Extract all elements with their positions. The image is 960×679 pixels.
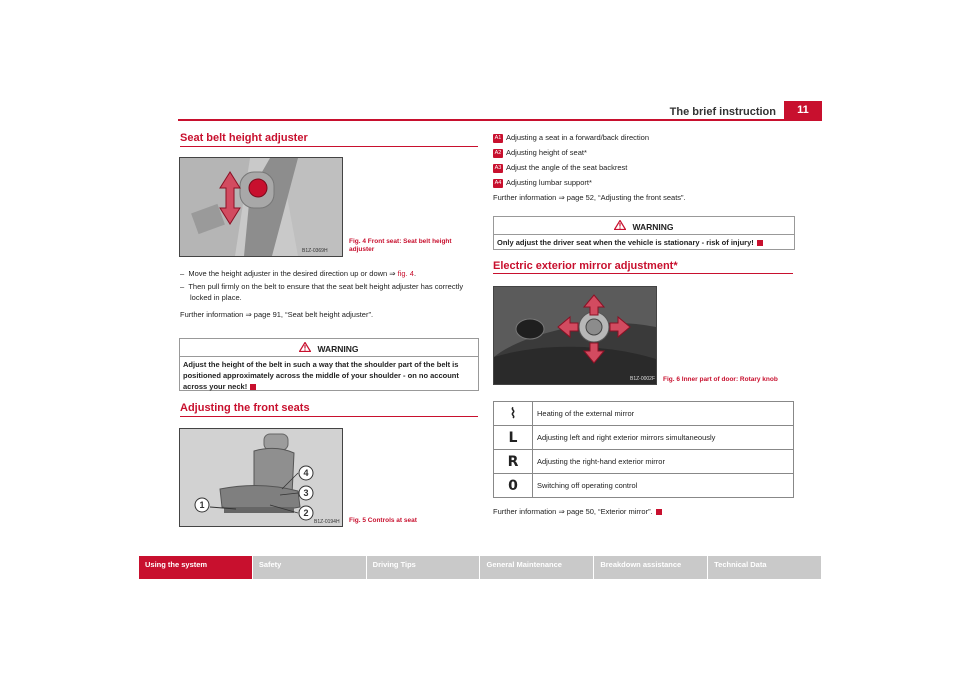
list-item: A4 Adjusting lumbar support*: [494, 178, 592, 187]
further-info-front-seats[interactable]: Further information ⇒ page 52, “Adjusting the front seats”.: [493, 193, 686, 202]
mirror-controls-table: [493, 401, 794, 498]
tab-driving-tips[interactable]: Driving Tips: [367, 556, 481, 579]
section-rule: [493, 273, 793, 274]
list-item: A1 Adjusting a seat in a forward/back direction: [494, 133, 649, 142]
badge-a1: A1: [494, 134, 502, 141]
running-header-title: The brief instruction: [669, 106, 776, 118]
table-row: [494, 450, 794, 474]
end-mark-icon: [250, 384, 256, 390]
callout-2: 2: [303, 508, 309, 518]
badge-a2: A2: [494, 149, 502, 156]
heating-icon: ⌇: [494, 402, 533, 426]
table-cell: Heating of the external mirror: [533, 402, 794, 426]
section-title-front-seats: Adjusting the front seats: [180, 402, 310, 414]
letter-r-icon: R: [494, 450, 533, 474]
tab-breakdown-assistance[interactable]: Breakdown assistance: [594, 556, 708, 579]
warning-triangle-icon: [299, 342, 311, 354]
tab-using-the-system[interactable]: Using the system: [139, 556, 253, 579]
callout-1: 1: [199, 500, 205, 510]
figure-seat-controls: [179, 428, 343, 527]
figure-code: B1Z-0369H: [302, 248, 328, 254]
badge-a3: A3: [494, 164, 502, 171]
badge-a4: A4: [494, 179, 502, 186]
warning-triangle-icon: [614, 220, 626, 232]
seat-controls-list: [493, 130, 793, 203]
figure-seat-belt-adjuster: [179, 157, 343, 257]
list-item: A3 Adjust the angle of the seat backrest: [494, 163, 628, 172]
instruction-bullet-1: – Move the height adjuster in the desired direction up or down ⇒ fig. 4.: [180, 269, 417, 278]
table-cell: Adjusting the right-hand exterior mirror: [533, 450, 794, 474]
figure-caption-6: Fig. 6 Inner part of door: Rotary knob: [663, 376, 778, 383]
footer-navigation: [139, 556, 822, 579]
instruction-bullet-2: – Then pull firmly on the belt to ensure that the seat belt height adjuster has correctly locked in place.: [180, 282, 464, 302]
end-mark-icon: [656, 509, 662, 515]
table-row: [494, 402, 794, 426]
callout-4: 4: [303, 468, 309, 478]
fig-4-link[interactable]: fig. 4: [397, 269, 414, 278]
figure-code: B1Z-0002F: [630, 376, 656, 382]
figure-mirror-rotary-knob: [493, 286, 657, 385]
figure-caption-5: Fig. 5 Controls at seat: [349, 517, 417, 524]
warning-box-front-seats: [493, 216, 795, 250]
page-number: 11: [784, 101, 822, 120]
letter-l-icon: L: [494, 426, 533, 450]
figure-code: B1Z-0194H: [314, 519, 340, 525]
table-cell: Switching off operating control: [533, 474, 794, 498]
table-row: [494, 426, 794, 450]
further-info-mirror[interactable]: Further information ⇒ page 50, “Exterior mirror”.: [493, 506, 662, 517]
warning-header: WARNING: [180, 339, 478, 357]
further-info-seat-belt[interactable]: Further information ⇒ page 91, “Seat belt height adjuster”.: [180, 310, 374, 319]
header-rule: [178, 119, 822, 121]
section-title-mirror: Electric exterior mirror adjustment*: [493, 260, 678, 272]
warning-box-seat-belt: [179, 338, 479, 391]
letter-o-icon: 0: [494, 474, 533, 498]
section-rule: [180, 146, 478, 147]
table-cell: Adjusting left and right exterior mirrors simultaneously: [533, 426, 794, 450]
tab-safety[interactable]: Safety: [253, 556, 367, 579]
figure-caption-4: Fig. 4 Front seat: Seat belt height adjuster: [349, 238, 452, 253]
end-mark-icon: [757, 240, 763, 246]
section-title-seat-belt: Seat belt height adjuster: [180, 132, 308, 144]
warning-text-seat-belt: Adjust the height of the belt in such a way that the shoulder part of the belt is positioned approximately across the middle of your shoulder - on no account across your neck!: [183, 360, 459, 391]
warning-header: WARNING: [494, 217, 794, 235]
table-row: [494, 474, 794, 498]
callout-3: 3: [303, 488, 309, 498]
list-item: A2 Adjusting height of seat*: [494, 148, 587, 157]
warning-text-front-seats: Only adjust the driver seat when the vehicle is stationary - risk of injury!: [494, 235, 794, 250]
tab-general-maintenance[interactable]: General Maintenance: [480, 556, 594, 579]
section-rule: [180, 416, 478, 417]
tab-technical-data[interactable]: Technical Data: [708, 556, 822, 579]
